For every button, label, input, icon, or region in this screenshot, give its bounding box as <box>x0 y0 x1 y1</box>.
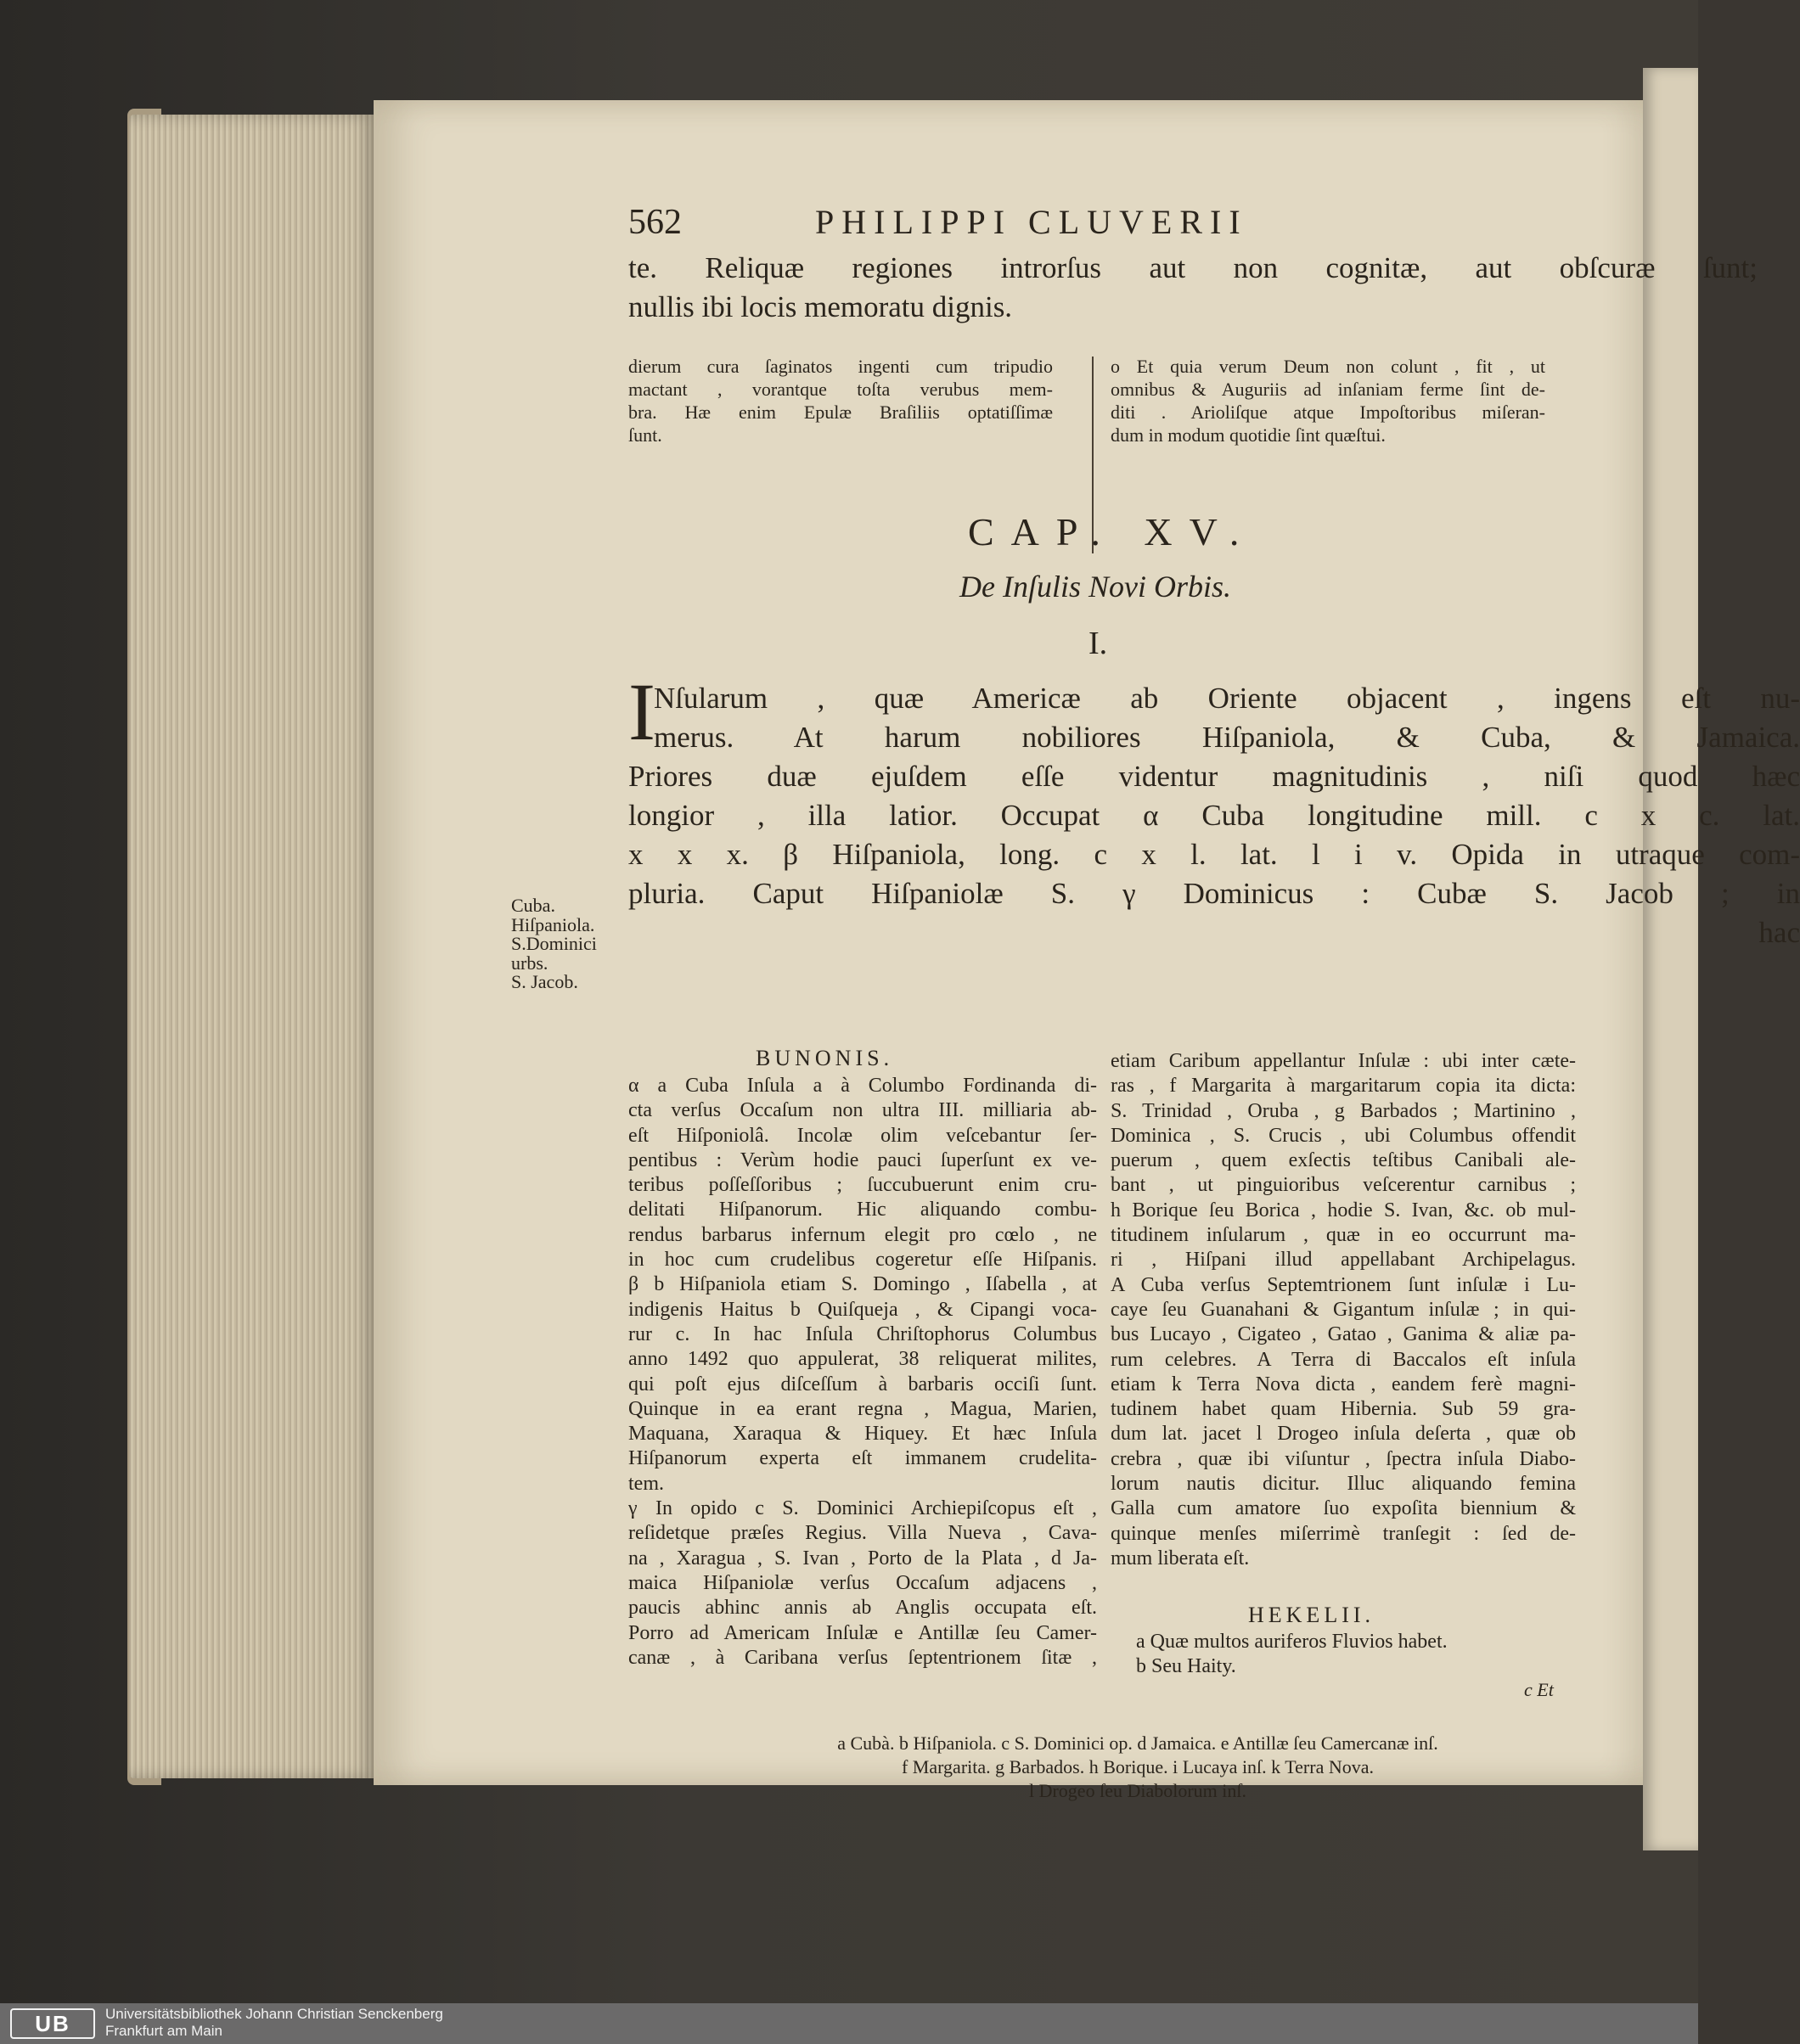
footnote-right <box>1111 355 1545 446</box>
commentary-line: rum celebres. A Terra di Baccalos eſt inſula <box>1111 1348 1576 1371</box>
commentary-line: eſt Hiſponiolâ. Incolæ olim veſcebantur ſer- <box>628 1124 1097 1147</box>
commentary-line: etiam k Terra Nova dicta , eandem ferè magni- <box>1111 1373 1576 1395</box>
commentary-line: cta verſus Occaſum non ultra III. milliaria ab- <box>628 1099 1097 1122</box>
commentary-line: qui poſt ejus diſceſſum à barbaris occiſi ſunt. <box>628 1373 1097 1395</box>
note-line: diti . Arioliſque atque Impoſtoribus miſeran- <box>1111 402 1545 423</box>
commentary-line: indigenis Haitus b Quiſqueja , & Cipangi voca- <box>628 1298 1097 1321</box>
margin-note: Cuba. <box>511 895 555 916</box>
library-name-line: Frankfurt am Main <box>105 2023 222 2039</box>
commentary-line: tem. <box>628 1472 664 1495</box>
commentary-line: rendus barbarus infernum elegit pro cœlo , ne <box>628 1223 1097 1246</box>
commentary-line: na , Xaragua , S. Ivan , Porto de la Plata , d Ja- <box>628 1547 1097 1570</box>
shoulder-note-line: f Margarita. g Barbados. h Borique. i Lucaya inſ. k Terra Nova. <box>901 1756 1375 1777</box>
commentary-line: α a Cuba Inſula a à Columbo Fordinanda di- <box>628 1075 1097 1097</box>
note-line: bra. Hæ enim Epulæ Braſiliis optatiſſimæ <box>628 402 1053 423</box>
shoulder-note-line: l Drogeo ſeu Diabolorum inſ. <box>1028 1780 1246 1801</box>
main-line: pluria. Caput Hiſpaniolæ S. γ Dominicus : Cubæ S. Jacob ; in <box>628 877 1800 910</box>
book-page <box>374 100 1800 1801</box>
shoulder-note-line: a Cubà. b Hiſpaniola. c S. Dominici op. d Jamaica. e Antillæ ſeu Camercanæ inſ. <box>837 1732 1438 1754</box>
note-line: dum in modum quotidie ſint quæſtui. <box>1111 424 1386 446</box>
commentary-line: dum lat. jacet l Drogeo inſula deſerta , quæ ob <box>1111 1423 1576 1446</box>
section-number: I. <box>1088 626 1108 661</box>
commentary-heading-bunonis: BUNONIS. <box>756 1046 894 1070</box>
marginal-notes <box>511 896 597 992</box>
commentary-hekelii <box>1136 1630 1448 1680</box>
main-line: longior , illa latior. Occupat α Cuba longitudine mill. c x c. lat. <box>628 799 1800 832</box>
commentary-line: ri , Hiſpani illud appellabant Archipelagus. <box>1111 1249 1576 1272</box>
margin-note: S.Dominici <box>511 933 597 954</box>
commentary-line: A Cuba verſus Septemtrionem ſunt inſulæ i Lu- <box>1111 1273 1576 1296</box>
commentary-line: Porro ad Americam Inſulæ e Antillæ ſeu Camer- <box>628 1621 1097 1644</box>
main-line: Nſularum , quæ Americæ ab Oriente objacent , ingens eſt nu- <box>654 682 1800 715</box>
drop-cap: I <box>628 666 655 757</box>
commentary-line: canæ , à Caribana verſus ſeptentrionem ſitæ , <box>628 1646 1097 1669</box>
chapter-subtitle: De Inſulis Novi Orbis. <box>959 570 1231 604</box>
note-line: dierum cura ſaginatos ingenti cum tripudio <box>628 356 1053 377</box>
running-head-author: PHILIPPI CLUVERII <box>815 203 1248 241</box>
commentary-line: crebra , quæ ibi viſuntur , ſpectra inſula Diabo- <box>1111 1447 1576 1470</box>
intro-line: te. Reliquæ regiones introrſus aut non cognitæ, aut obſcuræ ſunt; <box>628 251 1758 284</box>
commentary-line: Hiſpanorum experta eſt immanem crudelita- <box>628 1447 1097 1470</box>
commentary-heading-hekelii: HEKELII. <box>1248 1603 1375 1627</box>
commentary-line: pentibus : Verùm hodie pauci ſuperſunt ex ve- <box>628 1148 1097 1171</box>
commentary-line: mum liberata eſt. <box>1111 1547 1250 1570</box>
library-name-line: Universitätsbibliothek Johann Christian Senckenberg <box>105 2006 443 2022</box>
shoulder-notes <box>696 1732 1579 1803</box>
commentary-line: Galla cum amatore ſuo expoſita biennium & <box>1111 1497 1576 1520</box>
commentary-line: anno 1492 quo appulerat, 38 reliquerat milites, <box>628 1348 1097 1371</box>
catchword: c Et <box>1524 1679 1554 1700</box>
page-number: 562 <box>628 203 682 242</box>
commentary-line: etiam Caribum appellantur Inſulæ : ubi inter cæte- <box>1111 1050 1576 1072</box>
commentary-line: h Borique ſeu Borica , hodie S. Ivan, &c. ob mul- <box>1111 1199 1576 1221</box>
commentary-line: in hoc cum crudelibus cogeretur eſſe Hiſpanis. <box>628 1249 1097 1272</box>
commentary-line: ras , f Margarita à margaritarum copia ita dicta: <box>1111 1075 1576 1098</box>
margin-note: Hiſpaniola. <box>511 913 595 935</box>
intro-line: nullis ibi locis memoratu dignis. <box>628 290 1013 323</box>
intro-text <box>628 249 1758 327</box>
note-line: mactant , vorantque toſta verubus mem- <box>628 379 1053 400</box>
facing-page-edge <box>1643 68 1698 1850</box>
commentary-line: lorum nautis dicitur. Illuc aliquando femina <box>1111 1473 1576 1496</box>
commentary-line: b Seu Haity. <box>1136 1655 1236 1678</box>
ub-logo[interactable]: UB <box>10 2008 95 2039</box>
commentary-line: reſidetque præſes Regius. Villa Nueva , Cava- <box>628 1522 1097 1545</box>
margin-note: urbs. <box>511 952 548 974</box>
commentary-line: maica Hiſpaniolæ verſus Occaſum adjacens , <box>628 1571 1097 1594</box>
main-line: Priores duæ ejuſdem eſſe videntur magnitudinis , niſi quod hæc <box>628 760 1800 793</box>
commentary-line: S. Trinidad , Oruba , g Barbados ; Martinino , <box>1111 1099 1576 1122</box>
chapter-title: CAP. XV. <box>968 510 1257 553</box>
book-page-edges <box>129 115 375 1778</box>
commentary-line: Dominica , S. Crucis , ubi Columbus offendit <box>1111 1124 1576 1147</box>
note-line: ſunt. <box>628 424 662 446</box>
commentary-line: delitati Hiſpanorum. Hic aliquando combu- <box>628 1199 1097 1221</box>
commentary-line: rur c. In hac Inſula Chriſtophorus Columbus <box>628 1322 1097 1345</box>
commentary-line: bant , ut pinguioribus veſcerentur carnibus ; <box>1111 1174 1576 1197</box>
commentary-bunonis <box>628 1074 1097 1671</box>
commentary-line: caye ſeu Guanahani & Gigantum inſulæ ; in qui- <box>1111 1298 1576 1321</box>
commentary-continued <box>1111 1049 1576 1571</box>
main-line: merus. At harum nobiliores Hiſpaniola, & Cuba, & Jamaica. <box>654 721 1800 754</box>
library-name <box>105 2006 443 2040</box>
margin-note: S. Jacob. <box>511 971 578 992</box>
commentary-line: Quinque in ea erant regna , Magua, Marien, <box>628 1397 1097 1420</box>
commentary-line: bus Lucayo , Cigateo , Gatao , Ganima & aliæ pa- <box>1111 1323 1576 1346</box>
commentary-line: β b Hiſpaniola etiam S. Domingo , Iſabella , at <box>628 1273 1097 1296</box>
footnote-left <box>628 355 1053 446</box>
main-line: hac <box>1758 916 1800 949</box>
commentary-line: tudinem habet quam Hibernia. Sub 59 gra- <box>1111 1398 1576 1421</box>
main-line: x x x. β Hiſpaniola, long. c x l. lat. l i v. Opida in utraque com- <box>628 838 1800 871</box>
commentary-line: quinque menſes miſerrimè tranſegit : ſed de- <box>1111 1522 1576 1545</box>
commentary-line: Maquana, Xaraqua & Hiquey. Et hæc Inſula <box>628 1423 1097 1446</box>
main-paragraph <box>628 679 1800 952</box>
commentary-line: γ In opido c S. Dominici Archiepiſcopus eſt , <box>628 1497 1097 1520</box>
commentary-line: titudinem inſularum , quæ in eo occurrunt ma- <box>1111 1224 1576 1247</box>
footer-bar <box>0 2003 1698 2044</box>
commentary-line: a Quæ multos auriferos Fluvios habet. <box>1136 1631 1448 1653</box>
note-line: omnibus & Auguriis ad inſaniam ferme ſint de- <box>1111 379 1545 400</box>
note-line: o Et quia verum Deum non colunt , fit , ut <box>1111 356 1545 377</box>
commentary-line: paucis abhinc annis ab Anglis occupata eſt. <box>628 1597 1097 1620</box>
commentary-line: puerum , quem exſectis teſtibus Canibali ale- <box>1111 1149 1576 1172</box>
commentary-line: teribus poſſeſſoribus ; ſuccubuerunt enim cru- <box>628 1174 1097 1197</box>
